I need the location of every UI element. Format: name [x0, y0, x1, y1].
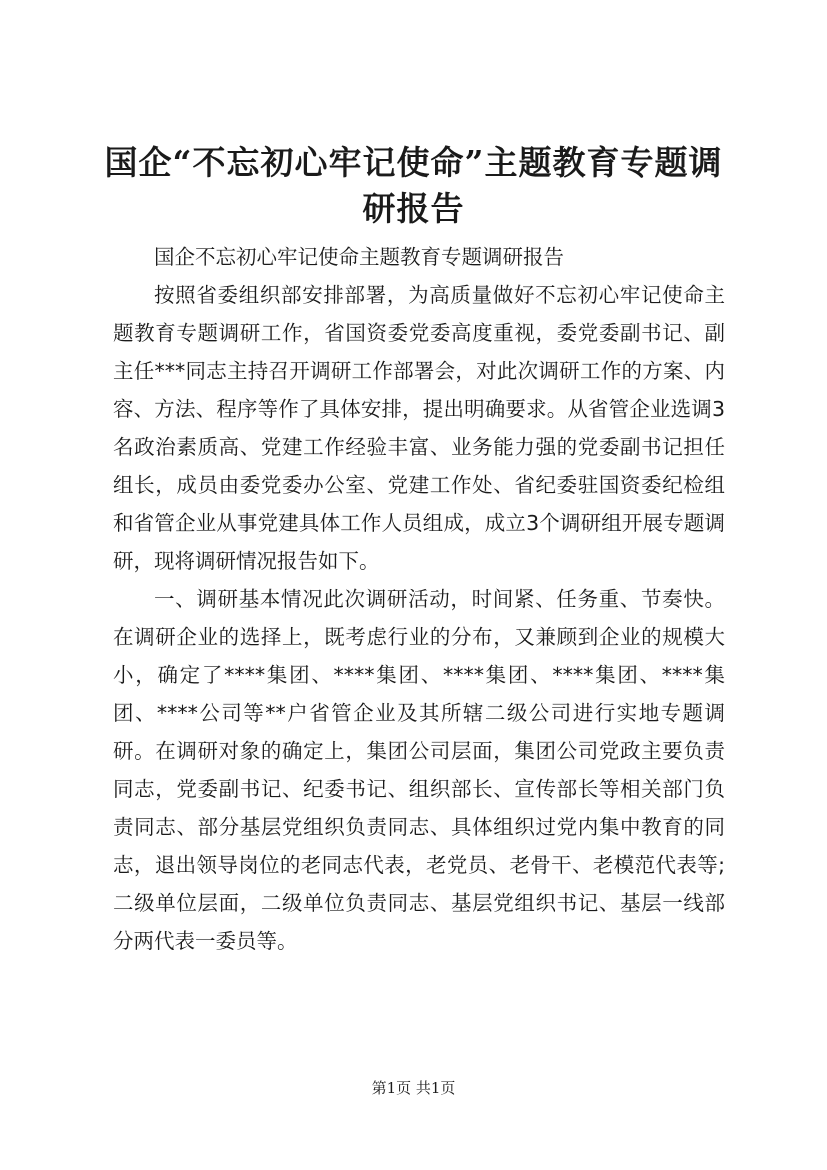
page-footer: 第1页 共1页 [371, 1079, 456, 1097]
paragraph: 一、调研基本情况此次调研活动，时间紧、任务重、节奏快。在调研企业的选择上，既考虑行业的分布，又兼顾到企业的规模大小，确定了****集团、****集团、****集团、****集团、****集团、****公司等**户省管企业及其所辖二级公司进行实地专题调研。在调研对象的确定上，集团公司层面，集团公司党政主要负责同志，党委副书记、纪委书记、组织部长、宣传部长等相关部门负责同志、部分基层党组织负责同志、具体组织过党内集中教育的同志，退出领导岗位的老同志代表，老党员、老骨干、老模范代表等;二级单位层面，二级单位负责同志、基层党组织书记、基层一线部分两代表一委员等。 [113, 587, 725, 953]
document-title: 国企“不忘初心牢记使命”主题教育专题调研报告 [104, 143, 723, 228]
paragraph: 按照省委组织部安排部署，为高质量做好不忘初心牢记使命主题教育专题调研工作，省国资委党委高度重视，委党委副书记、副主任***同志主持召开调研工作部署会，对此次调研工作的方案、内容、方法、程序等作了具体安排，提出明确要求。从省管企业选调3名政治素质高、党建工作经验丰富、业务能力强的党委副书记担任组长，成员由委党委办公室、党建工作处、省纪委驻国资委纪检组和省管企业从事党建具体工作人员组成，成立3个调研组开展专题调研，现将调研情况报告如下。 [113, 283, 725, 573]
document-body [113, 238, 725, 960]
document-subtitle: 国企不忘初心牢记使命主题教育专题调研报告 [154, 245, 564, 269]
